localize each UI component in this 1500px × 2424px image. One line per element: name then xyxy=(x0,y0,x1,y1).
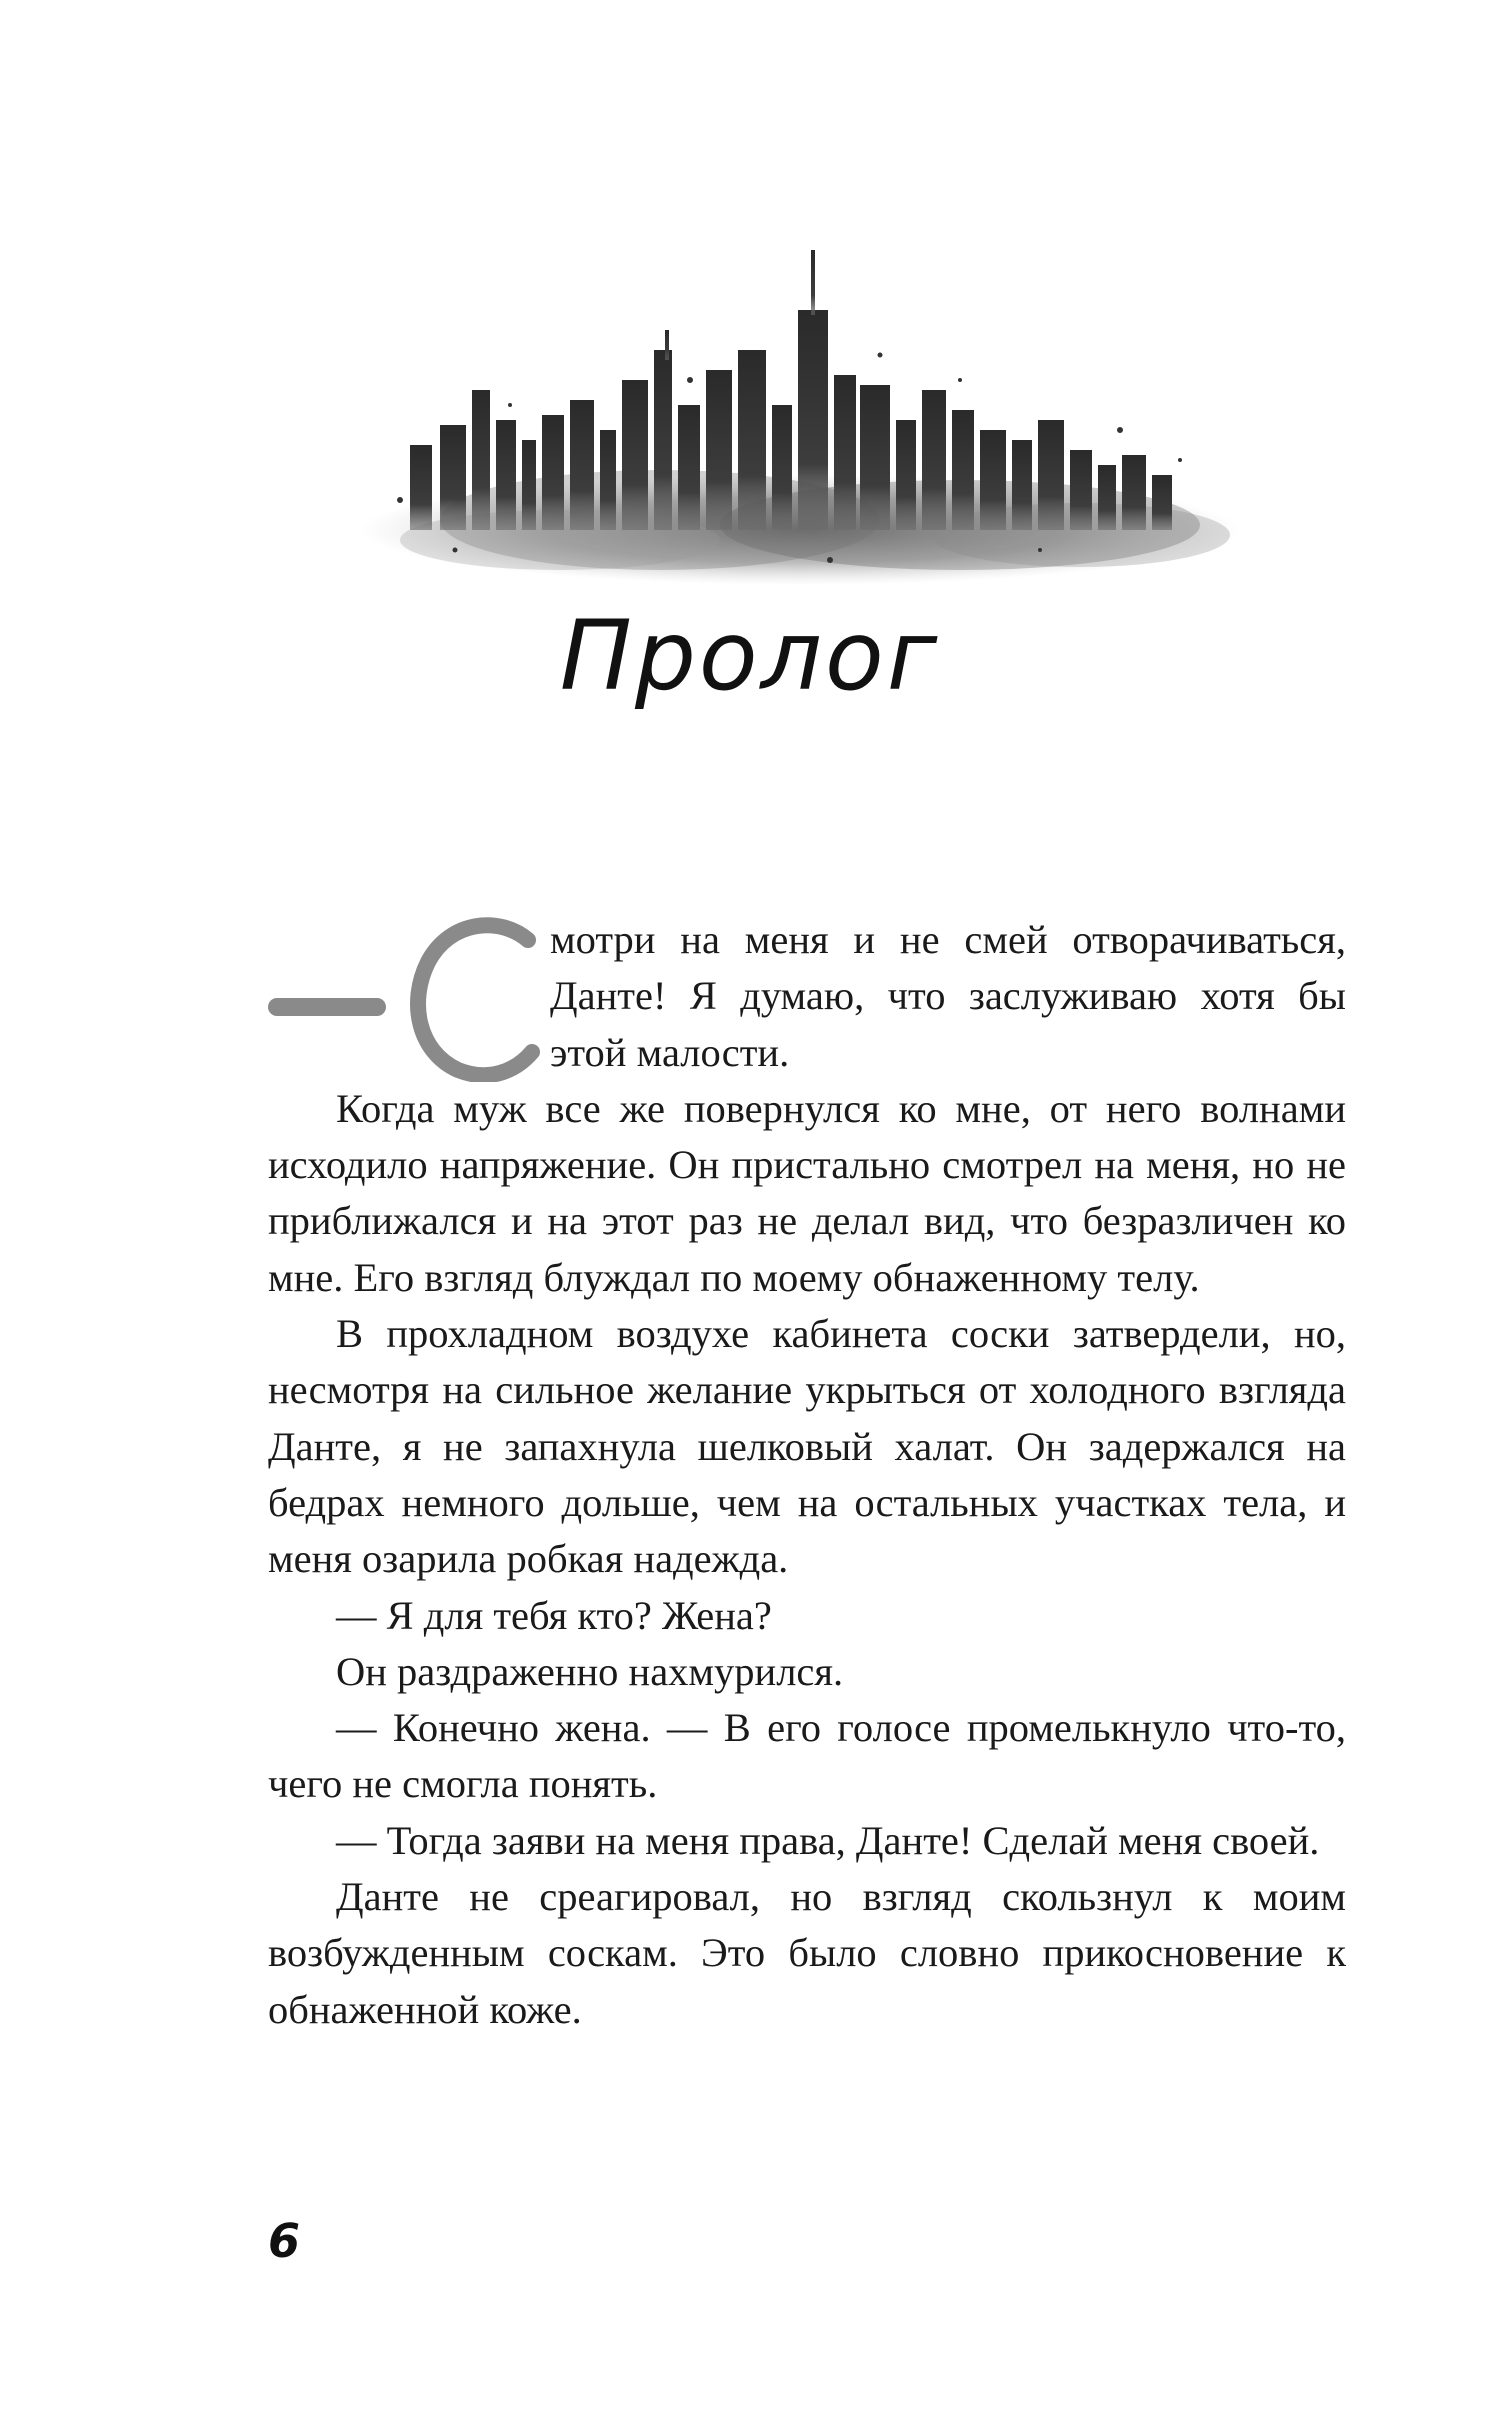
page-number: 6 xyxy=(268,2214,301,2268)
paragraph-1 xyxy=(268,912,1346,1081)
paragraph-3: В прохладном воздухе кабинета соски затвердели, но, несмотря на сильное желание укрыться от холодного взгляда Данте, я не запахнула шелковый халат. Он задержался на бедрах немного дольше, чем на остальных участках тела, и меня озарила робкая надежда. xyxy=(268,1311,1346,1582)
paragraph-8: Данте не среагировал, но взгляд скользнул к моим возбужденным соскам. Это было словно прикосновение к обнаженной коже. xyxy=(268,1874,1346,2032)
paragraph-2: Когда муж все же повернулся ко мне, от него волнами исходило напряжение. Он пристально смотрел на меня, но не приближался и на этот раз не делал вид, что безразличен ко мне. Его взгляд блуждал по моему обнаженному телу. xyxy=(268,1085,1346,1300)
city-skyline-illustration xyxy=(360,230,1240,600)
paragraph-5: Он раздраженно нахмурился. xyxy=(336,1648,844,1694)
drop-cap xyxy=(268,912,548,1080)
chapter-body xyxy=(268,912,1346,2038)
paragraph-4: — Я для тебя кто? Жена? xyxy=(336,1592,772,1638)
drop-cap-dash xyxy=(268,998,386,1016)
chapter-title: Пролог xyxy=(559,600,941,712)
drop-cap-letter-icon xyxy=(400,912,550,1082)
paragraph-7: — Тогда заяви на меня права, Данте! Сделай меня своей. xyxy=(336,1817,1320,1863)
paragraph-6: — Конечно жена. — В его голосе промелькнуло что-то, чего не смогла понять. xyxy=(268,1705,1346,1807)
paragraph-1-text: мотри на меня и не смей отворачиваться, Данте! Я думаю, что заслуживаю хотя бы этой малости. xyxy=(550,917,1346,1075)
